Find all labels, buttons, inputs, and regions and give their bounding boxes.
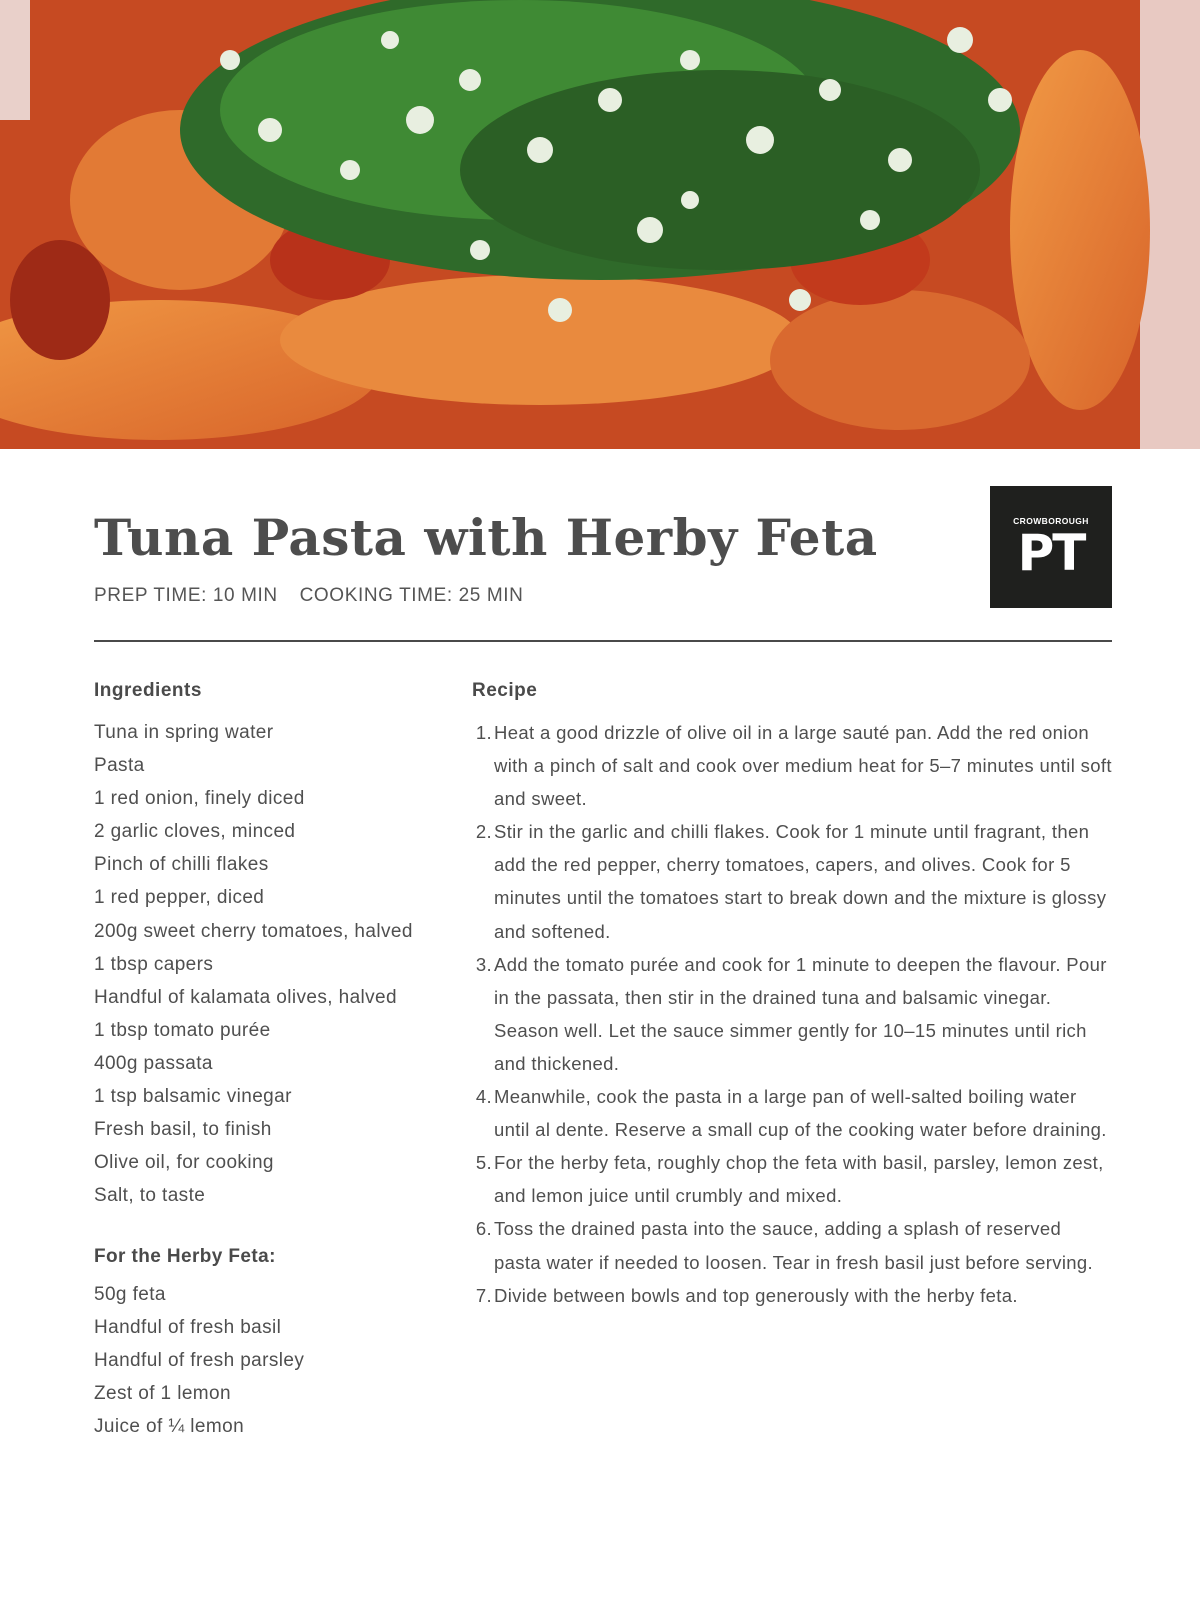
time-info [94, 585, 523, 607]
logo-text: CROWBOROUGH [1013, 516, 1089, 526]
step-text: Divide between bowls and top generously with the herby feta. [494, 1284, 1018, 1306]
cooking-time: COOKING TIME: 25 MIN [299, 585, 524, 606]
recipe-heading: Recipe [472, 680, 538, 701]
ingredients-heading: Ingredients [94, 680, 202, 701]
recipe-step [472, 716, 1112, 815]
logo [990, 486, 1112, 608]
list-item: 1 tsp balsamic vinegar [94, 1086, 292, 1108]
step-text: Add the tomato purée and cook for 1 minute to deepen the flavour. Pour in the passata, then stir in the drained tuna and balsamic vinegar. Season well. Let the sauce simmer gently for 10–15 minutes until rich and thickened. [494, 953, 1107, 1074]
list-item: 1 red pepper, diced [94, 887, 265, 909]
list-item: Handful of kalamata olives, halved [94, 986, 397, 1008]
step-text: Heat a good drizzle of olive oil in a large sauté pan. Add the red onion with a pinch of salt and cook over medium heat for 5–7 minutes until soft and sweet. [494, 722, 1112, 810]
step-number: 2. [475, 821, 492, 843]
pasta-photo-illustration [0, 0, 1200, 449]
step-text: Toss the drained pasta into the sauce, adding a splash of reserved pasta water if needed to loosen. Tear in fresh basil just before serving. [494, 1218, 1094, 1273]
herby-feta-heading: For the Herby Feta: [94, 1246, 276, 1267]
hero-photo [0, 0, 1200, 449]
list-item: Fresh basil, to finish [94, 1119, 272, 1141]
list-item: 1 tbsp capers [94, 953, 214, 975]
recipe-step [472, 1279, 1112, 1312]
list-item: Olive oil, for cooking [94, 1152, 274, 1174]
list-item: 1 tbsp tomato purée [94, 1019, 271, 1041]
step-number: 1. [475, 722, 492, 743]
list-item: Salt, to taste [94, 1185, 206, 1207]
step-number: 5. [475, 1152, 492, 1174]
list-item: Handful of fresh basil [94, 1317, 282, 1339]
list-item: Tuna in spring water [94, 722, 274, 743]
step-number: 4. [475, 1086, 492, 1108]
herby-feta-list [94, 1278, 474, 1443]
list-item: Pasta [94, 755, 145, 777]
list-item: Zest of 1 lemon [94, 1383, 231, 1405]
recipe-step [472, 1212, 1112, 1278]
ingredients-list [94, 716, 474, 1212]
step-number: 7. [475, 1284, 492, 1306]
logo-mark: PT [1017, 524, 1085, 582]
list-item: 50g feta [94, 1284, 166, 1305]
prep-time: PREP TIME: 10 MIN [94, 585, 278, 606]
divider [94, 640, 1112, 642]
recipe-steps [472, 716, 1112, 1312]
list-item: 1 red onion, finely diced [94, 788, 305, 810]
list-item: 400g passata [94, 1052, 213, 1074]
recipe-step [472, 1080, 1112, 1146]
step-text: For the herby feta, roughly chop the feta with basil, parsley, lemon zest, and lemon juice until crumbly and mixed. [494, 1152, 1104, 1207]
list-item: Juice of ¼ lemon [94, 1416, 245, 1438]
step-number: 6. [475, 1218, 492, 1240]
step-number: 3. [475, 953, 492, 975]
recipe-step [472, 948, 1112, 1080]
list-item: Handful of fresh parsley [94, 1350, 305, 1372]
page-title: Tuna Pasta with Herby Feta [94, 508, 878, 567]
recipe-step [472, 1146, 1112, 1212]
list-item: Pinch of chilli flakes [94, 854, 269, 876]
step-text: Stir in the garlic and chilli flakes. Cook for 1 minute until fragrant, then add the red pepper, cherry tomatoes, capers, and olives. Cook for 5 minutes until the tomatoes start to break down and the mixture is glossy and softened. [494, 821, 1107, 942]
list-item: 200g sweet cherry tomatoes, halved [94, 920, 413, 942]
list-item: 2 garlic cloves, minced [94, 821, 296, 843]
step-text: Meanwhile, cook the pasta in a large pan of well-salted boiling water until al dente. Reserve a small cup of the cooking water before draining. [494, 1086, 1107, 1141]
recipe-step [472, 815, 1112, 947]
